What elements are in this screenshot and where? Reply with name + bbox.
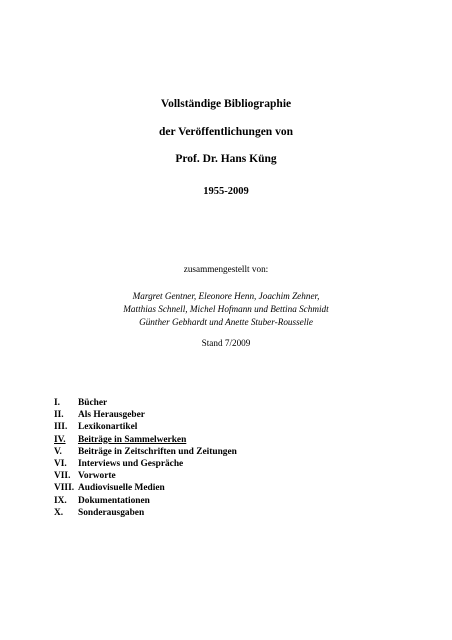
toc-item-number: I. (54, 398, 60, 408)
authors-line: Margret Gentner, Eleonore Henn, Joachim Zehner, (132, 291, 320, 301)
year-range: 1955-2009 (203, 186, 249, 197)
toc-item[interactable] (54, 421, 394, 433)
table-of-contents (54, 397, 394, 519)
status-date: Stand 7/2009 (201, 338, 251, 348)
toc-item-number: II. (54, 410, 64, 421)
compiled-by-label: zusammengestellt von: (183, 264, 269, 274)
toc-item-label: Interviews und Gespräche (78, 459, 184, 470)
authors-line: Günther Gebhardt und Anette Stuber-Rousselle (139, 317, 313, 327)
toc-item[interactable] (54, 397, 394, 409)
toc-item-number: III. (54, 422, 68, 433)
toc-item-number: VI. (54, 459, 67, 470)
toc-item-label: Beiträge in Sammelwerken (78, 434, 187, 445)
title-line-3: Prof. Dr. Hans Küng (175, 153, 277, 165)
toc-item[interactable] (54, 446, 394, 458)
toc-item-number: VII. (54, 471, 71, 482)
toc-item[interactable] (54, 434, 394, 446)
authors-block (0, 290, 452, 329)
toc-item-number: IV. (54, 434, 66, 445)
toc-item-label: Vorworte (78, 471, 116, 482)
toc-item-label: Lexikonartikel (78, 422, 138, 433)
toc-item-label: Dokumentationen (78, 495, 150, 506)
toc-item-label: Audiovisuelle Medien (78, 483, 165, 494)
toc-item-number: X. (54, 507, 64, 518)
toc-item-label: Als Herausgeber (78, 410, 145, 421)
toc-item-number: V. (54, 446, 62, 457)
toc-item[interactable] (54, 409, 394, 421)
toc-item-label: Beiträge in Zeitschriften und Zeitungen (78, 446, 237, 457)
toc-item[interactable] (54, 458, 394, 470)
toc-item[interactable] (54, 482, 394, 494)
title-line-2: der Veröffentlichungen von (159, 126, 293, 138)
title-line-1: Vollständige Bibliographie (160, 98, 292, 110)
toc-item-label: Bücher (78, 398, 108, 408)
toc-item[interactable] (54, 507, 394, 519)
toc-item-number: IX. (54, 495, 67, 506)
toc-item-number: VIII. (54, 483, 75, 494)
authors-line: Matthias Schnell, Michel Hofmann und Bettina Schmidt (123, 304, 329, 314)
toc-item[interactable] (54, 470, 394, 482)
toc-item-label: Sonderausgaben (78, 507, 145, 518)
toc-item[interactable] (54, 495, 394, 507)
